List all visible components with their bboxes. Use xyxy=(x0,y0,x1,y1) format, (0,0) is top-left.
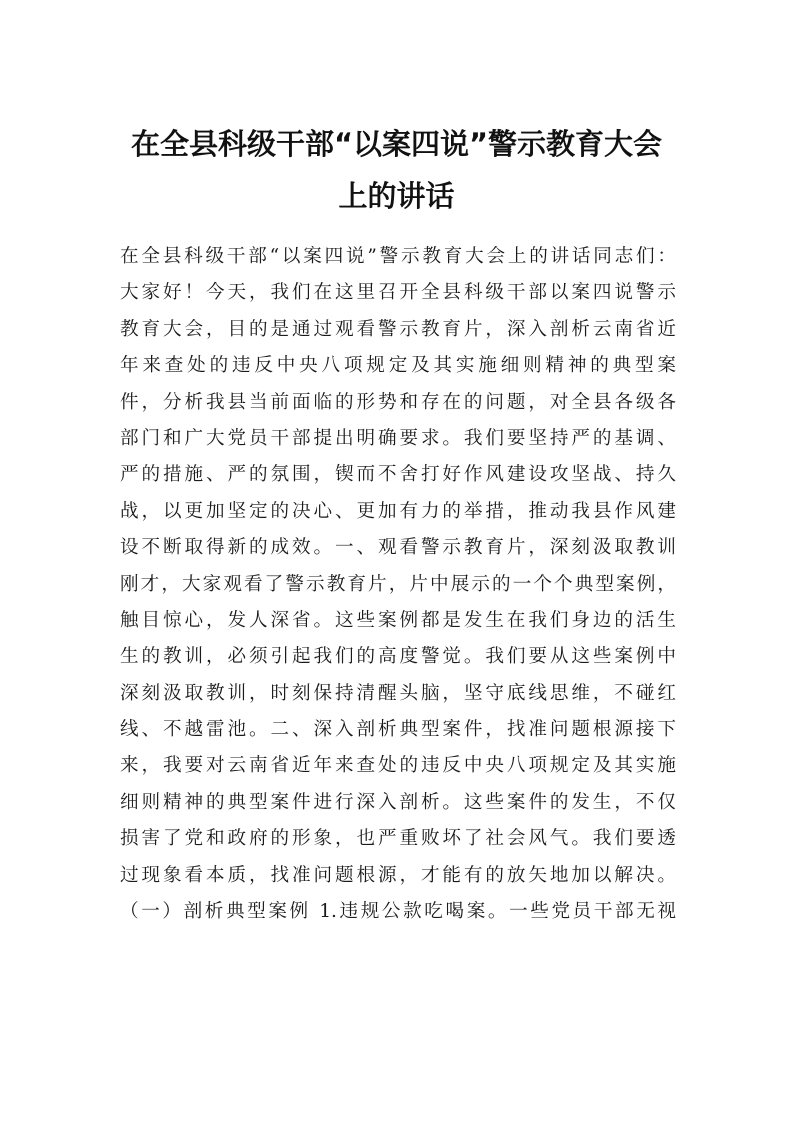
body-line: 损害了党和政府的形象，也严重败坏了社会风气。我们要透 xyxy=(120,828,676,850)
body-line: 在全县科级干部“以案四说”警示教育大会上的讲话同志们： xyxy=(120,246,676,267)
body-line: 件，分析我县当前面临的形势和存在的问题，对全县各级各 xyxy=(120,391,676,413)
document-body xyxy=(120,239,676,930)
body-line: 生的教训，必须引起我们的高度警觉。我们要从这些案例中 xyxy=(120,646,676,668)
body-line: 教育大会，目的是通过观看警示教育片，深入剖析云南省近 xyxy=(120,318,676,340)
document-title-line-2: 上的讲话 xyxy=(338,179,455,213)
body-line: 设不断取得新的成效。一、观看警示教育片，深刻汲取教训 xyxy=(120,537,676,559)
document-title-line-1: 在全县科级干部“以案四说”警示教育大会 xyxy=(130,127,663,161)
body-line: 线、不越雷池。二、深入剖析典型案件，找准问题根源接下 xyxy=(120,719,676,741)
body-line: 年来查处的违反中央八项规定及其实施细则精神的典型案 xyxy=(120,355,676,377)
body-line: 战，以更加坚定的决心、更加有力的举措，推动我县作风建 xyxy=(120,500,676,522)
body-line: 触目惊心，发人深省。这些案例都是发生在我们身边的活生 xyxy=(120,609,676,631)
body-line: （一）剖析典型案例 1.违规公款吃喝案。一些党员干部无视 xyxy=(120,901,676,923)
document-title xyxy=(100,118,693,222)
body-line: 细则精神的典型案件进行深入剖析。这些案件的发生，不仅 xyxy=(120,791,676,813)
body-line: 部门和广大党员干部提出明确要求。我们要坚持严的基调、 xyxy=(120,427,676,449)
body-line: 大家好！今天，我们在这里召开全县科级干部以案四说警示 xyxy=(120,282,676,304)
body-line: 刚才，大家观看了警示教育片，片中展示的一个个典型案例， xyxy=(120,573,676,595)
body-line: 来，我要对云南省近年来查处的违反中央八项规定及其实施 xyxy=(120,755,676,777)
body-line: 严的措施、严的氛围，锲而不舍打好作风建设攻坚战、持久 xyxy=(120,464,676,486)
body-line: 深刻汲取教训，时刻保持清醒头脑，坚守底线思维，不碰红 xyxy=(120,682,676,704)
body-line: 过现象看本质，找准问题根源，才能有的放矢地加以解决。 xyxy=(120,864,676,886)
